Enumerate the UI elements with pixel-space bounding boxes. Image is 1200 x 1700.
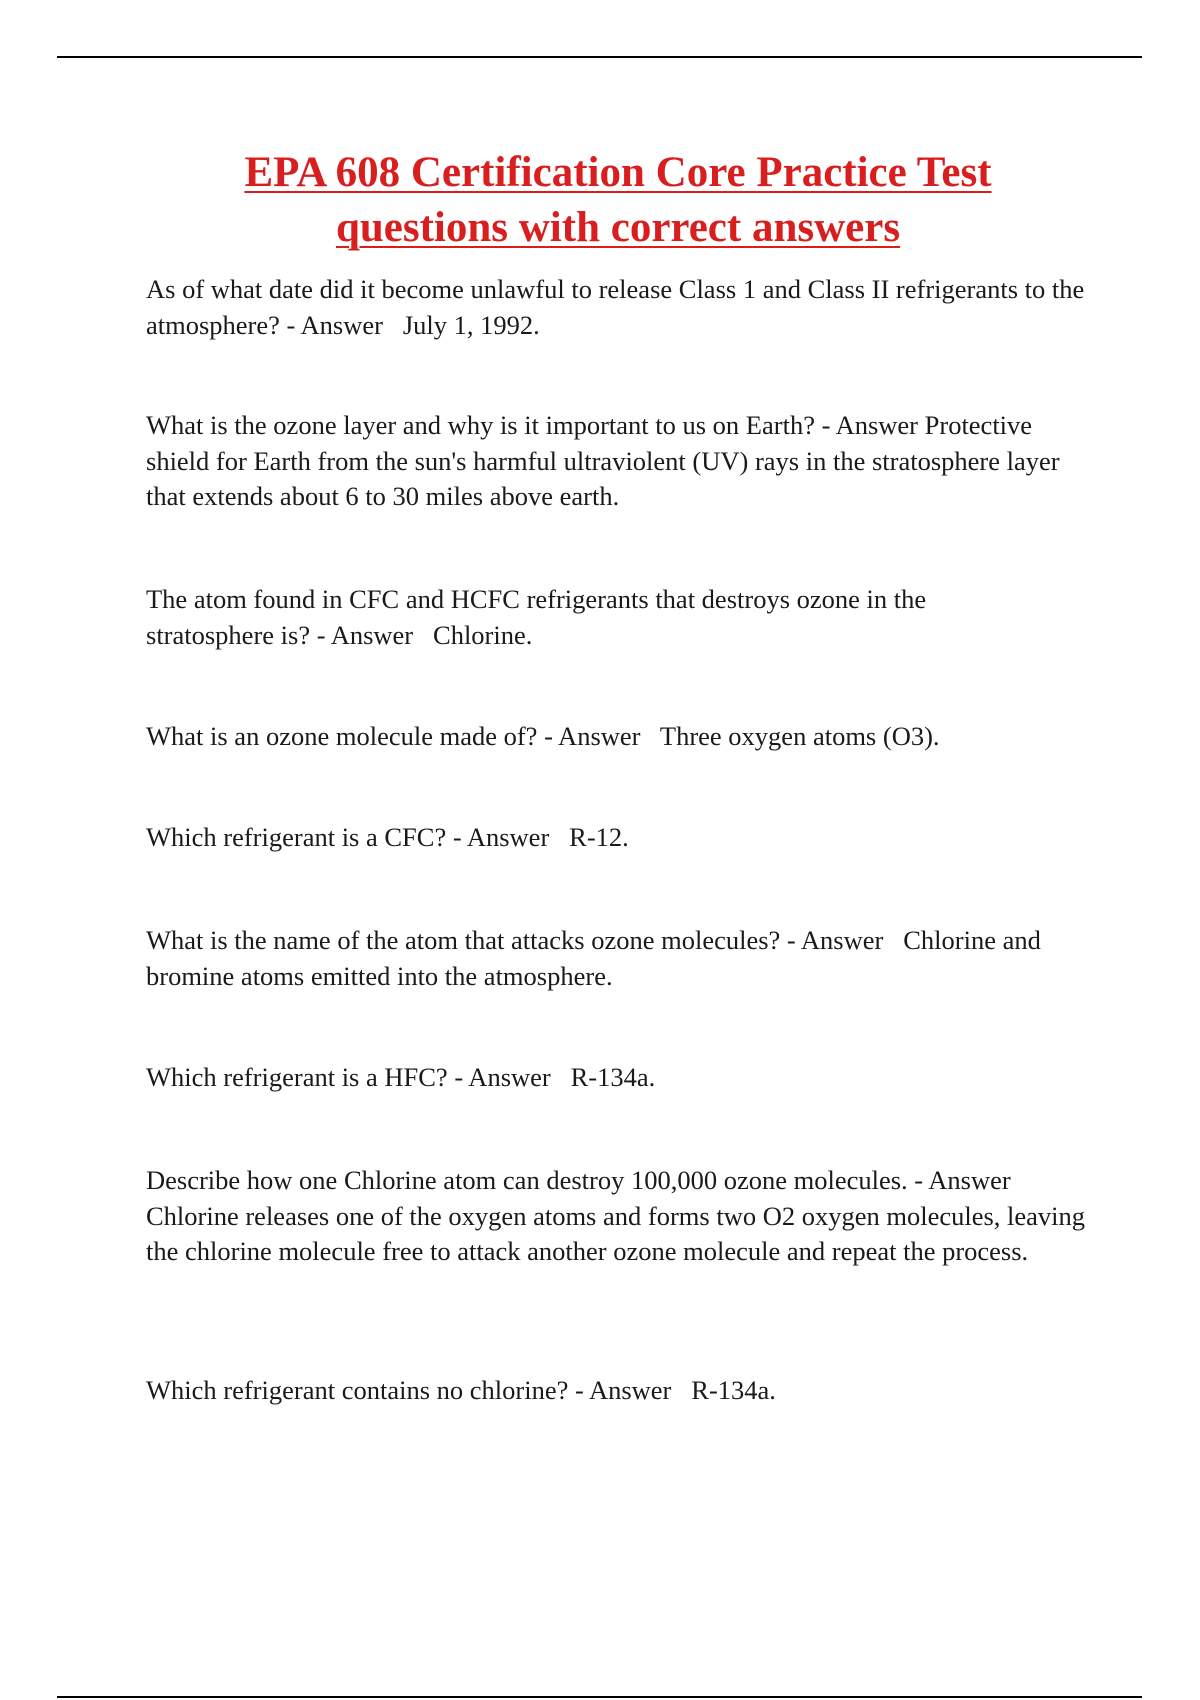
qa-item-6	[146, 923, 1096, 994]
qa-item-8	[146, 1163, 1096, 1270]
question-text: Which refrigerant is a HFC? - Answer	[146, 1062, 551, 1092]
qa-item-9	[146, 1373, 1096, 1409]
qa-item-2	[146, 408, 1096, 515]
top-rule	[57, 56, 1142, 58]
question-text: What is the name of the atom that attacks ozone molecules? - Answer	[146, 925, 884, 955]
qa-item-7	[146, 1060, 1096, 1096]
answer-text: July 1, 1992.	[402, 309, 540, 340]
answer-text: R-12.	[569, 822, 629, 852]
answer-text: Protective shield for Earth from the sun's harmful ultraviolent (UV) rays in the stratosphere layer that extends about 6 to 30 miles above earth.	[146, 410, 1060, 511]
answer-text: Chlorine releases one of the oxygen atoms and forms two O2 oxygen molecules, leaving the chlorine molecule free to attack another ozone molecule and repeat the process.	[146, 1200, 1086, 1266]
question-text: What is an ozone molecule made of? - Answer	[146, 721, 641, 751]
question-text: Which refrigerant is a CFC? - Answer	[146, 822, 550, 852]
question-text: Describe how one Chlorine atom can destroy 100,000 ozone molecules. - Answer	[146, 1165, 1011, 1195]
bottom-rule	[57, 1696, 1142, 1698]
answer-text: R-134a.	[570, 1062, 656, 1092]
question-text: As of what date did it become unlawful to release Class 1 and Class II refrigerants to the atmosphere? - Answer	[146, 274, 1085, 340]
answer-text: Chlorine.	[433, 619, 533, 650]
qa-item-5	[146, 820, 1096, 856]
title-line-2: questions with correct answers	[335, 204, 901, 251]
question-text: What is the ozone layer and why is it important to us on Earth? - Answer	[146, 410, 918, 440]
answer-text: Chlorine and bromine atoms emitted into the atmosphere.	[146, 925, 1041, 991]
qa-item-4	[146, 719, 1096, 755]
qa-item-1	[146, 272, 1096, 343]
answer-text: Three oxygen atoms (O3).	[659, 721, 940, 751]
answer-text: R-134a.	[691, 1375, 776, 1405]
title-line-1: EPA 608 Certification Core Practice Test	[244, 149, 992, 196]
document-title	[0, 145, 1200, 255]
qa-item-3	[146, 582, 1026, 653]
question-text: The atom found in CFC and HCFC refrigerants that destroys ozone in the stratosphere is? - Answer	[146, 584, 927, 650]
question-text: Which refrigerant contains no chlorine? - Answer	[146, 1375, 672, 1405]
